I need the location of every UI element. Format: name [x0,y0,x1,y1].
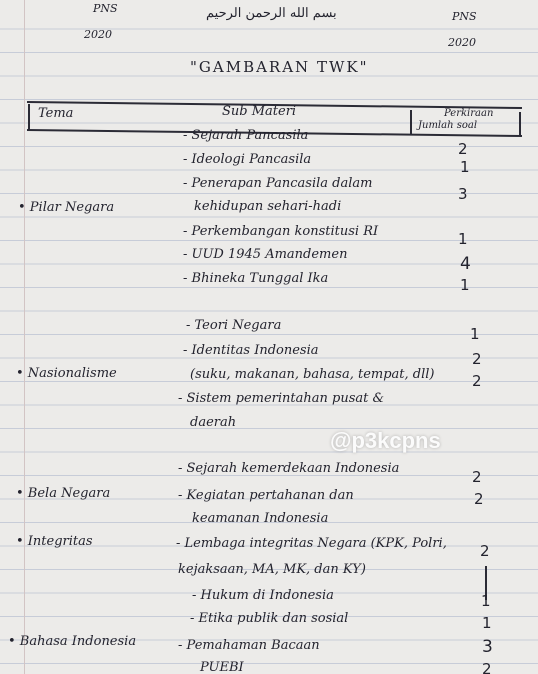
tema-bahasa-indonesia: • Bahasa Indonesia [8,634,137,649]
page-margin-line [24,0,25,674]
column-header-tema: Tema [38,106,74,121]
table-column-divider [410,110,412,134]
sub-materi-item: - Hukum di Indonesia [192,588,334,603]
watermark-text: @p3kcpns [330,428,441,453]
sub-materi-item: - Perkembangan konstitusi RI [183,224,379,239]
question-count: 2 [474,490,484,508]
sub-materi-item: - Sistem pemerintahan pusat & [178,391,385,406]
sub-materi-item: - Pemahaman Bacaan [178,638,320,653]
year-label-left: 2020 [84,28,112,41]
tema-bela-negara: • Bela Negara [16,486,111,501]
table-left-border [28,104,30,130]
column-header-estimate-line2: Jumlah soal [418,120,478,131]
sub-materi-item: kejaksaan, MA, MK, dan KY) [178,562,366,577]
question-count: 1 [458,230,468,248]
tema-nasionalisme: • Nasionalisme [16,366,117,381]
sub-materi-item: - Sejarah Pancasila [183,128,309,143]
question-count: 1 [460,276,470,294]
question-count: 1 [460,158,470,176]
question-count: 2 [480,542,490,560]
bismillah-text: بسم الله الرحمن الرحيم [206,6,337,21]
sub-materi-item: - Etika publik dan sosial [190,611,349,626]
column-header-sub-materi: Sub Materi [222,104,297,119]
pns-label-right: PNS [452,10,477,23]
question-count: 4 [460,254,471,274]
question-count: 3 [458,185,468,203]
pns-label-left: PNS [93,2,118,15]
sub-materi-item: - Sejarah kemerdekaan Indonesia [178,461,400,476]
question-count: 2 [472,468,482,486]
column-header-estimate-line1: Perkiraan [444,108,494,119]
sub-materi-item: - Teori Negara [186,318,282,333]
table-right-border [519,112,521,136]
sub-materi-item: (suku, makanan, bahasa, tempat, dll) [190,367,435,382]
tema-pilar-negara: • Pilar Negara [18,200,115,215]
page-title: "GAMBARAN TWK" [190,58,369,76]
sub-materi-item: daerah [190,415,237,430]
question-count: 3 [482,637,493,657]
question-count: 2 [482,660,492,674]
question-count: 2 [472,350,482,368]
question-count: 1 [470,325,480,343]
question-count: 2 [472,372,482,390]
sub-materi-item: - Penerapan Pancasila dalam [183,176,373,191]
sub-materi-item: - Identitas Indonesia [183,343,319,358]
sub-materi-item: - Bhineka Tunggal Ika [183,271,329,286]
sub-materi-item: keamanan Indonesia [192,511,329,526]
year-label-right: 2020 [448,36,476,49]
tema-integritas: • Integritas [16,534,93,549]
sub-materi-item: - Ideologi Pancasila [183,152,312,167]
question-count: 2 [458,140,468,158]
sub-materi-item: - Lembaga integritas Negara (KPK, Polri, [176,536,447,551]
sub-materi-item: PUEBI [200,660,244,674]
sub-materi-item: - Kegiatan pertahanan dan [178,488,354,503]
question-count: 1 [482,614,492,632]
sub-materi-item: - UUD 1945 Amandemen [183,247,348,262]
question-count: 1 [481,592,491,610]
sub-materi-item: kehidupan sehari-hadi [194,199,342,214]
